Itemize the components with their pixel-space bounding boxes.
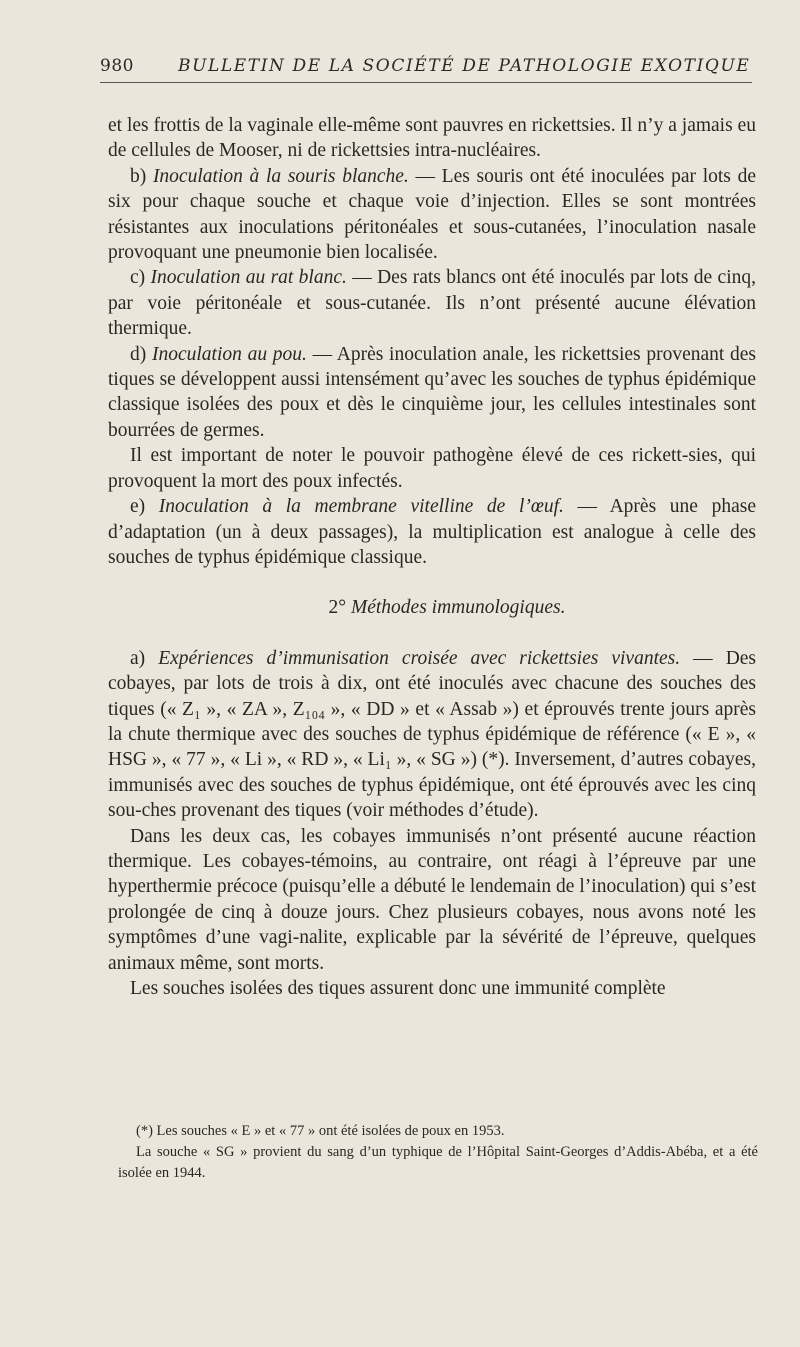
item-title: Inoculation au pou. xyxy=(151,343,307,365)
item-title: Inoculation à la membrane vitelline de l’œuf. xyxy=(158,496,564,518)
item-text: — Après une phase d’adaptation (un à deux passages), la multiplication est analogue à celle des souches de typhus épidémique classique. xyxy=(108,496,756,568)
page-header xyxy=(100,52,755,86)
footnote-2: La souche « SG » provient du sang d’un typhique de l’Hôpital Saint-Georges d’Addis-Abéba, et a été isolée en 1944. xyxy=(118,1144,758,1181)
item-label: c) xyxy=(130,267,146,289)
paragraph-immunisation xyxy=(108,646,756,824)
item-text: — Des cobayes, par lots de trois à dix, ont été inoculés avec chacune des souches des tiques (« Z₁ », « ZA », Z₁₀₄ », « DD » et « Assab ») et éprouvés trente jours après la chute thermique avec des souches de typhus épidémique de référence (« E », « HSG », « 77 », « Li », « RD », « Li₁ », « SG ») (*). Inversement, d’autres cobayes, immunisés avec des souches de typhus épidémique, ont été éprouvés avec les cinq sou-ches provenant des tiques (voir méthodes d’étude). xyxy=(108,647,757,822)
footnote-1: (*) Les souches « E » et « 77 » ont été isolées de poux en 1953. xyxy=(136,1123,505,1139)
paragraph-resultats: Dans les deux cas, les cobayes immunisés n’ont présenté aucune réaction thermique. Les cobayes-témoins, au contraire, ont réagi à l’épreuve par une hyperthermie précoce (puisqu’elle a débuté le lendemain de l’inoculation) qui s’est prolongée de cinq à douze jours. Chez plusieurs cobayes, nous avons noté les symptômes d’une vagi-nalite, explicable par la sévérité de l’épreuve, quelques animaux même, sont morts. xyxy=(108,825,756,974)
section-title: Méthodes immunologiques. xyxy=(350,597,566,619)
paragraph-conclusion: Les souches isolées des tiques assurent donc une immunité complète xyxy=(130,978,666,999)
paragraph-pou xyxy=(108,342,756,444)
paragraph-pathogene: Il est important de noter le pouvoir pathogène élevé de ces rickett-sies, qui provoquent la mort des poux infectés. xyxy=(108,445,756,492)
paragraph-oeuf xyxy=(108,494,756,570)
section-number: 2° xyxy=(328,597,347,619)
item-title: Expériences d’immunisation croisée avec rickettsies vivantes. xyxy=(158,647,681,669)
item-title: Inoculation au rat blanc. xyxy=(150,267,347,289)
page-number: 980 xyxy=(100,56,134,76)
item-text: — Des rats blancs ont été inoculés par lots de cinq, par voie péritonéale et sous-cutanée. Ils n’ont présenté aucune élévation thermique. xyxy=(108,267,757,340)
running-title: BULLETIN DE LA SOCIÉTÉ DE PATHOLOGIE EXOTIQUE xyxy=(178,56,751,76)
item-text: — Les souris ont été inoculées par lots de six pour chaque souche et chaque voie d’injection. Elles se sont montrées résistantes aux inoculations péritonéales et sous-cutanées, l’inoculation nasale provoquant une pneumonie bien localisée. xyxy=(108,165,756,264)
body-text xyxy=(108,113,756,1001)
item-label: b) xyxy=(130,165,147,187)
paragraph-souris xyxy=(108,164,756,266)
paragraph-continuation: et les frottis de la vaginale elle-même sont pauvres en rickettsies. Il n’y a jamais eu de cellules de Mooser, ni de rickettsies intra-nucléaires. xyxy=(108,115,756,162)
item-text: — Après inoculation anale, les rickettsies provenant des tiques se développent aussi intensément qu’avec les souches de typhus épidémique classique isolées des poux et dès le cinquième jour, les cellules intestinales sont bourrées de germes. xyxy=(108,343,757,441)
section-heading xyxy=(108,595,756,620)
item-label: e) xyxy=(130,496,146,518)
header-rule xyxy=(100,82,752,83)
item-title: Inoculation à la souris blanche. xyxy=(152,165,409,187)
paragraph-rat xyxy=(108,265,756,341)
item-label: d) xyxy=(130,343,147,365)
item-label: a) xyxy=(130,647,146,669)
footnotes xyxy=(118,1121,758,1184)
